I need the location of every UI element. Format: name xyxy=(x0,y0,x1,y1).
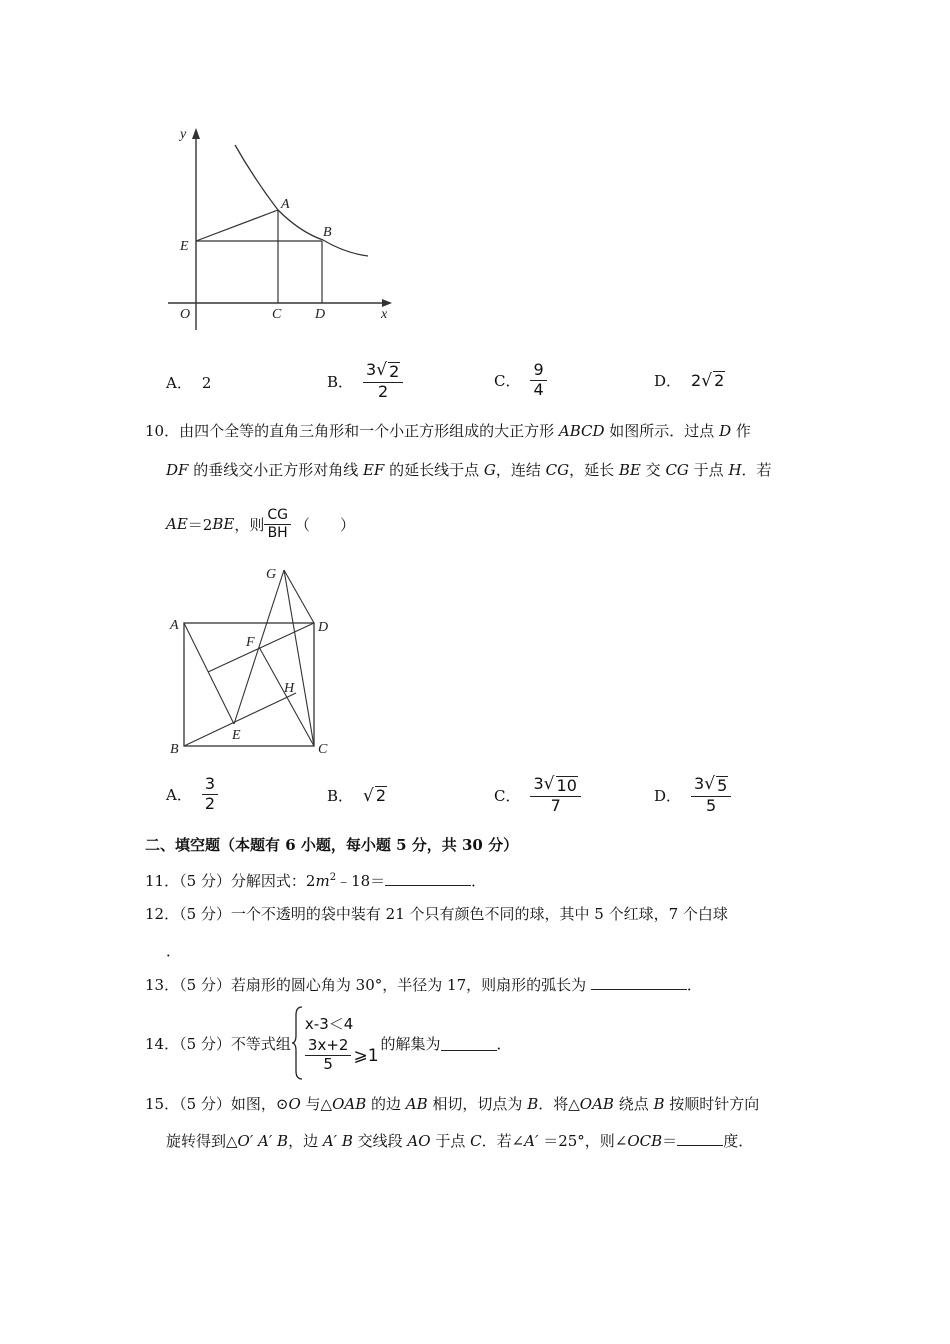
fraction xyxy=(530,362,546,399)
inequality-2-relation: ⩾1 xyxy=(353,1045,379,1066)
option-letter: A． xyxy=(166,785,192,804)
denominator: 2 xyxy=(204,793,216,813)
q10-line-3: AE ＝2 BE ，则 $\frac{CG}{BH}$ （ ） xyxy=(166,507,355,541)
inequality-system xyxy=(291,1005,379,1081)
q10-option-b[interactable]: B． √ 2 xyxy=(327,785,387,806)
fraction xyxy=(202,776,218,813)
question-11: 11．（5 分）分解因式：$2m^2﹣18=$ ． xyxy=(145,872,487,890)
fraction: 3 √ 5 5 xyxy=(691,776,731,815)
segment-EG xyxy=(234,570,284,724)
label-x: x xyxy=(381,307,388,322)
denominator: 4 xyxy=(533,379,544,399)
figure-q9-graph xyxy=(160,120,410,345)
option-letter: C． xyxy=(494,787,521,806)
label-A: A xyxy=(281,197,290,212)
q10-option-d[interactable] xyxy=(654,776,731,815)
radicand: 2 xyxy=(389,362,400,381)
x-axis-arrow xyxy=(382,299,392,307)
question-12-line-2: ． xyxy=(166,942,182,960)
label-G: G xyxy=(266,567,277,582)
option-letter: D． xyxy=(654,372,682,390)
numerator: 9 xyxy=(530,362,546,381)
question-15-line-1: 15．（5 分）如图，⊙O 与△OAB 的边 AB 相切，切点为 B．将△OAB 绕点 B 按顺时针方向 xyxy=(145,1095,760,1113)
inequality-1: x-3＜4 xyxy=(304,1015,354,1034)
denominator: 2 xyxy=(378,382,389,402)
segment-FD xyxy=(208,623,314,672)
option-letter: B． xyxy=(327,787,354,805)
answer-blank[interactable] xyxy=(441,1036,497,1051)
q9-option-d[interactable]: D． 2 √ 2 xyxy=(654,370,725,391)
label-F: F xyxy=(246,635,255,650)
label-y: y xyxy=(180,127,187,142)
coefficient: 3 xyxy=(366,360,377,379)
option-letter: D． xyxy=(654,787,682,806)
radicand: 2 xyxy=(375,785,387,805)
q10-option-a[interactable] xyxy=(166,776,218,813)
answer-blank[interactable] xyxy=(591,975,687,990)
label-O: O xyxy=(180,307,191,322)
coefficient: 3 xyxy=(694,774,705,793)
label-A: A xyxy=(170,618,179,633)
left-brace-icon xyxy=(291,1005,303,1081)
figure-q10-square xyxy=(160,560,350,765)
label-D: D xyxy=(318,620,329,635)
fraction: $\frac{3x+2}{5}$ xyxy=(305,1038,352,1073)
numerator: 3 xyxy=(202,776,218,795)
answer-blank[interactable] xyxy=(385,871,471,886)
y-axis-arrow xyxy=(192,128,200,139)
question-14: 14．（5 分）不等式组 x-3＜4 $\frac{3x+2}{5}$ ⩾1 的解集为 ． xyxy=(145,1004,512,1082)
option-letter: B． xyxy=(327,373,354,392)
question-12-line-1: 12．（5 分）一个不透明的袋中装有 21 个只有颜色不同的球，其中 5 个红球，7 个白球 xyxy=(145,905,728,923)
option-value: 2 xyxy=(201,373,212,392)
q10-option-c[interactable] xyxy=(494,776,581,815)
coefficient: 2 xyxy=(691,370,702,390)
label-D: D xyxy=(315,307,326,322)
q10-line-1: 10．由四个全等的直角三角形和一个小正方形组成的大正方形 ABCD 如图所示．过点 D 作 xyxy=(145,422,751,440)
hyperbola-curve xyxy=(235,145,368,256)
q9-option-c[interactable] xyxy=(494,362,547,399)
option-letter: A． xyxy=(166,374,192,392)
label-C: C xyxy=(272,307,282,322)
question-13: 13．（5 分）若扇形的圆心角为 30°，半径为 17，则扇形的弧长为 ． xyxy=(145,976,702,994)
radicand: 5 xyxy=(717,776,728,795)
denominator: 7 xyxy=(550,796,561,816)
fraction: 3 √ 2 2 xyxy=(363,362,403,401)
label-B: B xyxy=(323,225,332,240)
segment-AE xyxy=(184,623,234,724)
label-H: H xyxy=(284,681,295,696)
radicand: 10 xyxy=(556,776,577,795)
q9-option-b[interactable] xyxy=(327,362,403,401)
fraction: 3 √ 10 7 xyxy=(530,776,580,815)
label-B: B xyxy=(170,742,179,757)
section-heading-fill-blank: 二、填空题（本题有 6 小题，每小题 5 分，共 30 分） xyxy=(145,836,519,854)
denominator: 5 xyxy=(706,796,717,816)
answer-blank[interactable] xyxy=(677,1131,723,1146)
label-E: E xyxy=(232,728,241,743)
q9-option-a[interactable] xyxy=(166,372,211,393)
label-E: E xyxy=(180,239,189,254)
radicand: 2 xyxy=(714,370,725,390)
q10-line-2: DF 的垂线交小正方形对角线 EF 的延长线于点 G，连结 CG，延长 BE 交 CG 于点 H．若 xyxy=(166,461,772,479)
question-15-line-2: 旋转得到△O′ A′ B，边 A′ B 交线段 AO 于点 C．若∠A′ ＝25°，则∠OCB＝ 度． xyxy=(166,1132,754,1150)
fraction-cg-bh: $\frac{CG}{BH}$ xyxy=(264,508,291,540)
coefficient: 3 xyxy=(533,774,544,793)
segment-EA xyxy=(196,210,278,241)
option-letter: C． xyxy=(494,371,521,390)
label-C: C xyxy=(318,742,328,757)
